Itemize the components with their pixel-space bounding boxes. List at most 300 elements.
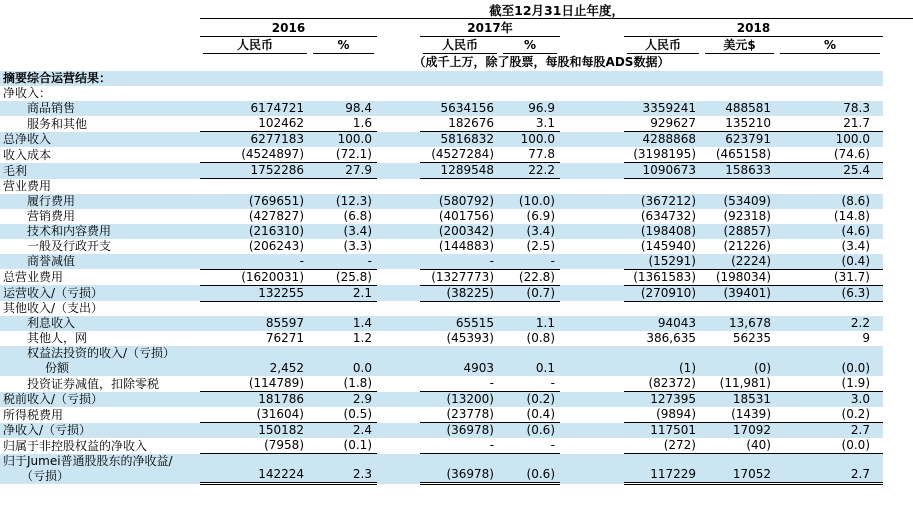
value-cell: (36978) (420, 454, 500, 484)
value-cell (420, 179, 500, 194)
row-label (0, 132, 200, 148)
right-margin (883, 392, 913, 408)
row-label (0, 209, 200, 224)
value-cell: (22.8) (500, 269, 560, 285)
value-cell (500, 86, 560, 101)
col-header-2016-rmb: 人民币 (200, 37, 310, 55)
column-gap (560, 19, 624, 37)
value-cell: (6.3) (777, 285, 883, 301)
column-gap (377, 346, 420, 376)
value-cell: (15291) (624, 254, 702, 270)
value-cell: (0.6) (500, 423, 560, 439)
column-gap (560, 331, 624, 346)
table-row (0, 454, 913, 484)
value-cell: 2.1 (310, 285, 377, 301)
column-gap (560, 423, 624, 439)
table-row (0, 224, 913, 239)
value-cell: (0.8) (526, 331, 555, 345)
right-margin (883, 54, 913, 71)
table-row (0, 209, 913, 224)
row-label-line: 商誉减值 (27, 254, 76, 268)
table-row (0, 285, 913, 301)
column-gap (377, 101, 420, 116)
value-cell: 1090673 (624, 163, 702, 179)
right-margin (883, 132, 913, 148)
row-label-line: 利息收入 (27, 316, 76, 330)
row-label-line: 收入成本 (3, 147, 52, 162)
value-cell: (427827) (248, 208, 304, 223)
value-cell (624, 179, 702, 194)
value-cell: (401756) (438, 208, 494, 223)
column-gap (377, 376, 420, 392)
row-label (0, 179, 200, 194)
column-gap (560, 224, 624, 239)
table-row (0, 116, 913, 132)
value-cell: (0.0) (777, 438, 883, 454)
value-cell: (114789) (200, 376, 310, 392)
value-cell: 2.4 (310, 423, 377, 439)
value-cell: 27.9 (310, 163, 377, 179)
value-cell: (8.6) (777, 194, 883, 209)
column-gap (560, 254, 624, 270)
value-cell: 9 (862, 331, 870, 345)
value-cell: 1752286 (200, 163, 310, 179)
column-gap (377, 147, 420, 163)
value-cell: (13200) (420, 392, 500, 408)
value-cell: (1.8) (310, 376, 377, 392)
value-cell: 1.6 (310, 116, 377, 132)
column-gap (560, 301, 624, 316)
value-cell: 929627 (624, 116, 702, 132)
table-body (0, 71, 913, 484)
right-margin (883, 19, 913, 37)
table-row (0, 254, 913, 270)
table-row (0, 438, 913, 454)
table-row (0, 239, 913, 254)
column-gap (377, 316, 420, 331)
table-row (0, 194, 913, 209)
table-row (0, 101, 913, 116)
row-label (0, 423, 200, 439)
value-cell: (39401) (702, 285, 777, 301)
column-gap (560, 86, 624, 101)
year-header-2016: 2016 (200, 19, 377, 37)
row-label-line: 总营业费用 (3, 270, 64, 284)
right-margin (883, 407, 913, 423)
column-gap (560, 194, 624, 209)
value-cell: 3359241 (624, 101, 702, 116)
value-cell: 100.0 (500, 132, 560, 148)
column-gap (560, 147, 624, 163)
value-cell: (465158) (702, 147, 777, 163)
col-header-2016-pct: % (310, 37, 377, 55)
value-cell: (580792) (420, 194, 500, 209)
row-label-line: 技术和内容费用 (27, 223, 112, 238)
right-margin (883, 346, 913, 376)
right-margin (883, 285, 913, 301)
value-cell: 3.1 (500, 116, 560, 132)
column-gap (377, 132, 420, 148)
table-row (0, 71, 913, 86)
value-cell: (144883) (438, 238, 494, 253)
row-label-line: 税前收入/（亏损） (3, 392, 104, 406)
row-label (0, 269, 200, 285)
table-row (0, 423, 913, 439)
value-cell: (272) (624, 438, 702, 454)
value-cell (500, 71, 560, 86)
row-label (0, 438, 200, 454)
row-label (0, 163, 200, 179)
row-label-line: 份额 (45, 361, 70, 375)
table-row (0, 392, 913, 408)
column-gap (377, 116, 420, 132)
value-cell: (206243) (248, 238, 304, 253)
value-cell: (0.2) (777, 407, 883, 423)
value-cell: (82372) (624, 376, 702, 392)
value-cell: 158633 (702, 163, 777, 179)
table-row (0, 163, 913, 179)
value-cell (310, 71, 377, 86)
value-cell: (38225) (420, 285, 500, 301)
value-cell: - (500, 254, 560, 270)
right-margin (883, 423, 913, 439)
value-cell: 76271 (265, 331, 304, 345)
right-margin (883, 194, 913, 209)
row-label (0, 101, 200, 116)
value-cell: (92318) (723, 208, 771, 223)
value-cell: 117229 (624, 454, 702, 484)
row-label-line: 所得税费用 (3, 407, 64, 422)
col-header-2017-rmb: 人民币 (420, 37, 500, 55)
value-cell: (3.4) (841, 238, 870, 253)
row-label (0, 316, 200, 331)
column-gap (560, 376, 624, 392)
value-cell: 6174721 (200, 101, 310, 116)
value-cell (500, 301, 560, 316)
value-cell: 2.7 (777, 423, 883, 439)
right-margin (883, 254, 913, 270)
column-gap (560, 269, 624, 285)
value-cell: 6277183 (200, 132, 310, 148)
value-cell: (198034) (702, 269, 777, 285)
row-label (0, 407, 200, 423)
value-cell: (367212) (624, 194, 702, 209)
value-cell: 13,678 (702, 316, 777, 331)
value-cell (200, 301, 310, 316)
value-cell: - (420, 376, 500, 392)
right-margin (883, 376, 913, 392)
value-cell (500, 179, 560, 194)
right-margin (883, 301, 913, 316)
value-cell: (28857) (702, 224, 777, 239)
value-cell: 85597 (200, 316, 310, 331)
value-cell: (4524897) (200, 147, 310, 163)
row-label (0, 86, 200, 101)
value-cell (420, 301, 500, 316)
value-cell: 623791 (702, 132, 777, 148)
value-cell: 5816832 (420, 132, 500, 148)
value-cell: (3.4) (310, 224, 377, 239)
row-label-line: （亏损） (21, 468, 70, 483)
value-cell: 150182 (200, 423, 310, 439)
value-cell (777, 301, 883, 316)
right-margin (883, 101, 913, 116)
value-cell: 21.7 (777, 116, 883, 132)
column-gap (377, 163, 420, 179)
row-label-line: 其他收入/（支出） (3, 301, 104, 315)
right-margin (883, 239, 913, 254)
value-cell (702, 179, 777, 194)
value-cell: 4288868 (624, 132, 702, 148)
value-cell: 4903 (420, 346, 500, 376)
value-cell (777, 86, 883, 101)
year-header-row (0, 19, 913, 37)
value-cell: (7958) (200, 438, 310, 454)
value-cell: 77.8 (500, 147, 560, 163)
row-label (0, 346, 200, 376)
column-gap (560, 438, 624, 454)
column-gap (377, 454, 420, 484)
value-cell: (3.4) (500, 224, 560, 239)
value-cell: (40) (702, 438, 777, 454)
column-gap (377, 179, 420, 194)
row-label-line: 履行费用 (27, 193, 76, 208)
value-cell (310, 301, 377, 316)
value-cell: (12.3) (310, 194, 377, 209)
value-cell: (1439) (702, 407, 777, 423)
corner-blank (0, 19, 200, 37)
value-cell: 96.9 (500, 101, 560, 116)
row-label (0, 301, 200, 316)
right-margin (883, 116, 913, 132)
row-label (0, 254, 200, 270)
table-row (0, 301, 913, 316)
row-label-line: 毛利 (3, 163, 28, 178)
value-cell: (1) (624, 346, 702, 376)
value-cell: - (500, 376, 560, 392)
year-header-2018: 2018 (624, 19, 883, 37)
value-cell: 2.9 (310, 392, 377, 408)
row-label (0, 239, 200, 254)
units-note: （成千上万，除了股票，每股和每股ADS数据） (413, 55, 670, 69)
column-gap (377, 423, 420, 439)
column-gap (560, 132, 624, 148)
table-row (0, 407, 913, 423)
column-gap (377, 392, 420, 408)
row-label-line: 营销费用 (27, 208, 76, 223)
right-margin (883, 147, 913, 163)
value-cell: (53409) (702, 194, 777, 209)
column-gap (560, 285, 624, 301)
column-gap (377, 239, 420, 254)
value-cell: (198408) (624, 224, 702, 239)
value-cell (702, 71, 777, 86)
value-cell: (0) (702, 346, 777, 376)
row-label-line: 服务和其他 (27, 116, 88, 131)
row-label-line: 净收入： (3, 86, 52, 100)
column-gap (377, 224, 420, 239)
column-gap (560, 407, 624, 423)
value-cell: 102462 (200, 116, 310, 132)
right-margin (883, 37, 913, 55)
right-margin (883, 224, 913, 239)
value-cell: (270910) (624, 285, 702, 301)
value-cell: (634732) (640, 208, 696, 223)
column-gap (377, 37, 420, 55)
value-cell: (72.1) (310, 147, 377, 163)
value-cell: 1.4 (310, 316, 377, 331)
table-row (0, 147, 913, 163)
column-header-row (0, 37, 913, 55)
right-margin (883, 209, 913, 224)
value-cell: 25.4 (777, 163, 883, 179)
value-cell: 1.1 (500, 316, 560, 331)
value-cell: (9894) (624, 407, 702, 423)
row-label (0, 285, 200, 301)
table-row (0, 331, 913, 346)
value-cell: 78.3 (777, 101, 883, 116)
value-cell: (21226) (723, 238, 771, 253)
value-cell: (45393) (446, 331, 494, 345)
row-label-line: 运营收入/（亏损） (3, 286, 104, 300)
table-row (0, 132, 913, 148)
value-cell: (769651) (200, 194, 310, 209)
value-cell: (0.4) (500, 407, 560, 423)
value-cell: (74.6) (777, 147, 883, 163)
value-cell: 100.0 (777, 132, 883, 148)
column-gap (560, 101, 624, 116)
corner-blank (0, 54, 200, 71)
value-cell: 3.0 (777, 392, 883, 408)
value-cell: 135210 (702, 116, 777, 132)
value-cell (200, 71, 310, 86)
value-cell: 142224 (200, 454, 310, 484)
value-cell: (1327773) (420, 269, 500, 285)
value-cell (777, 179, 883, 194)
value-cell: 17092 (702, 423, 777, 439)
value-cell: (200342) (420, 224, 500, 239)
value-cell: 65515 (420, 316, 500, 331)
column-gap (560, 316, 624, 331)
column-gap (377, 254, 420, 270)
value-cell (310, 86, 377, 101)
value-cell (420, 86, 500, 101)
right-margin (883, 331, 913, 346)
value-cell: (36978) (420, 423, 500, 439)
value-cell: (0.2) (500, 392, 560, 408)
row-label (0, 331, 200, 346)
value-cell (420, 71, 500, 86)
value-cell: - (420, 438, 500, 454)
value-cell: 18531 (702, 392, 777, 408)
column-gap (560, 346, 624, 376)
value-cell: 94043 (624, 316, 702, 331)
value-cell (702, 301, 777, 316)
value-cell: (31604) (200, 407, 310, 423)
title-row (0, 0, 913, 19)
column-gap (560, 116, 624, 132)
corner-blank (0, 37, 200, 55)
value-cell: 1.2 (352, 331, 372, 345)
row-label (0, 392, 200, 408)
value-cell: 0.1 (500, 346, 560, 376)
column-gap (377, 331, 420, 346)
value-cell: (0.4) (777, 254, 883, 270)
value-cell: (25.8) (310, 269, 377, 285)
row-label (0, 116, 200, 132)
value-cell: (0.0) (777, 346, 883, 376)
value-cell: (145940) (640, 238, 696, 253)
value-cell: 0.0 (310, 346, 377, 376)
column-gap (377, 285, 420, 301)
row-label-line: 总净收入 (3, 132, 52, 146)
value-cell: (4527284) (420, 147, 500, 163)
corner-blank (0, 0, 200, 19)
column-gap (377, 86, 420, 101)
value-cell (200, 86, 310, 101)
value-cell: (31.7) (777, 269, 883, 285)
table-row (0, 316, 913, 331)
value-cell: 2.3 (310, 454, 377, 484)
row-label-line: 一般及行政开支 (27, 238, 112, 253)
value-cell: (1.9) (777, 376, 883, 392)
year-header-2017: 2017年 (420, 19, 560, 37)
value-cell: (1620031) (200, 269, 310, 285)
value-cell: - (310, 254, 377, 270)
row-label-line: 商品销售 (27, 101, 76, 115)
value-cell: - (500, 438, 560, 454)
row-label-line: 其他人，网 (27, 331, 88, 345)
value-cell: 386,635 (646, 331, 696, 345)
value-cell: (23778) (420, 407, 500, 423)
column-gap (377, 301, 420, 316)
right-margin (883, 316, 913, 331)
value-cell: 488581 (702, 101, 777, 116)
value-cell: 181786 (200, 392, 310, 408)
value-cell: 17052 (702, 454, 777, 484)
value-cell: - (200, 254, 310, 270)
row-label (0, 147, 200, 163)
value-cell: 22.2 (500, 163, 560, 179)
table-row (0, 179, 913, 194)
column-gap (560, 179, 624, 194)
value-cell: (4.6) (777, 224, 883, 239)
column-gap (377, 209, 420, 224)
value-cell: (3198195) (624, 147, 702, 163)
column-gap (377, 407, 420, 423)
column-gap (560, 37, 624, 55)
value-cell: (0.5) (310, 407, 377, 423)
value-cell (702, 86, 777, 101)
row-label-line: 归于Jumei普通股股东的净收益/ (3, 453, 173, 468)
right-margin (883, 179, 913, 194)
column-gap (377, 269, 420, 285)
right-margin (883, 269, 913, 285)
row-label (0, 224, 200, 239)
value-cell: (6.9) (526, 208, 555, 223)
value-cell (624, 301, 702, 316)
value-cell: 56235 (732, 331, 771, 345)
period-title: 截至12月31日止年度， (489, 3, 624, 18)
col-header-2018-rmb: 人民币 (624, 37, 702, 55)
value-cell: (3.3) (343, 238, 372, 253)
table-row (0, 346, 913, 376)
value-cell (200, 179, 310, 194)
column-gap (560, 392, 624, 408)
column-gap (560, 71, 624, 86)
value-cell: (0.1) (310, 438, 377, 454)
column-gap (377, 71, 420, 86)
